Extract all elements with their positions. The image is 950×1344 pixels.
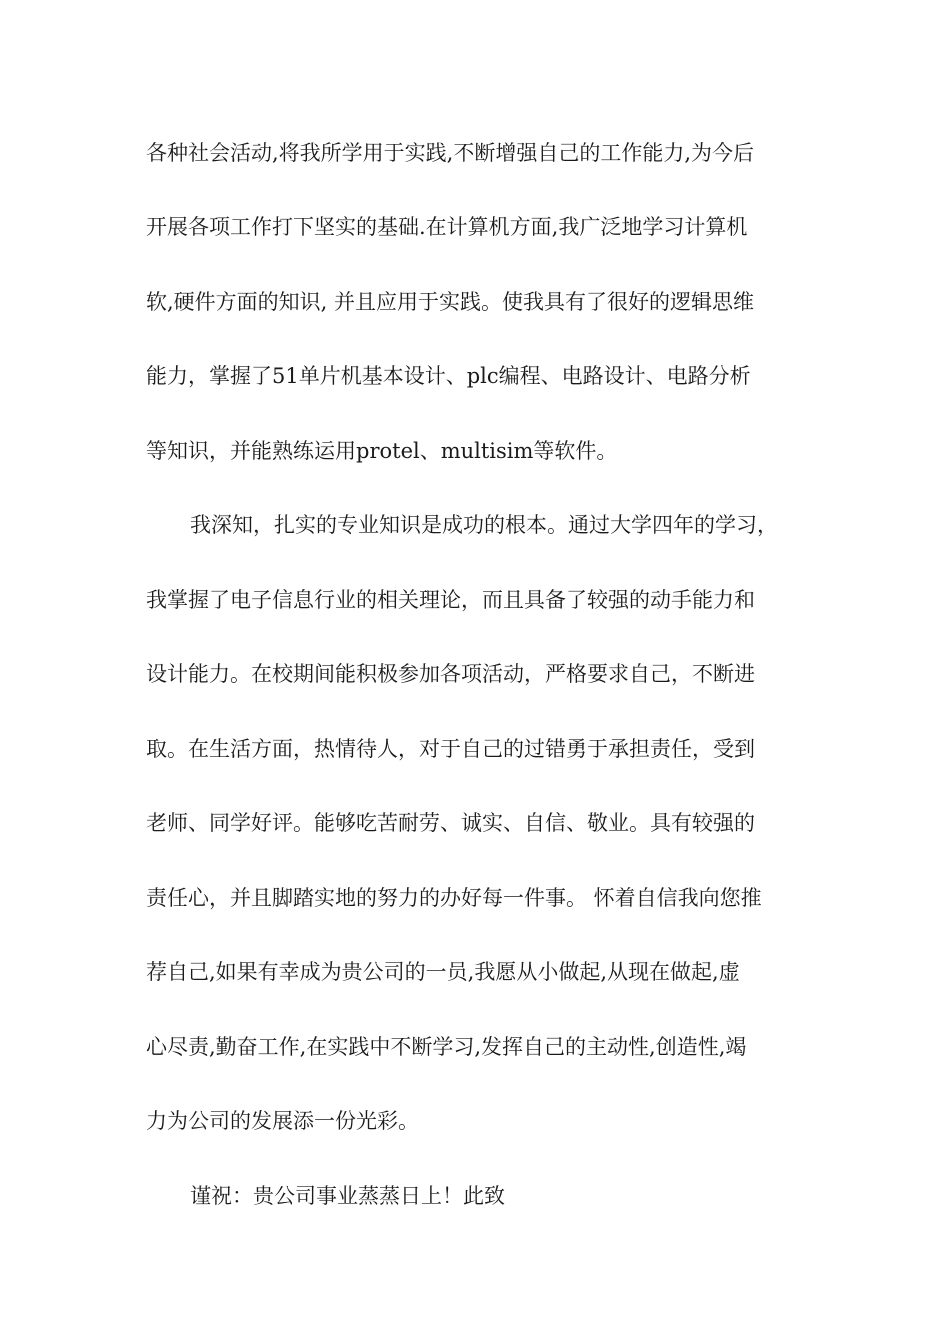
- paragraph-line: 设计能力。在校期间能积极参加各项活动，严格要求自己，不断进: [146, 662, 755, 686]
- paragraph-line: 各种社会活动,将我所学用于实践,不断增强自己的工作能力,为今后: [146, 141, 755, 165]
- paragraph-line: 开展各项工作打下坚实的基础.在计算机方面,我广泛地学习计算机: [146, 215, 748, 239]
- paragraph-line: 老师、同学好评。能够吃苦耐劳、诚实、自信、敬业。具有较强的: [146, 811, 755, 835]
- closing-line: 谨祝：贵公司事业蒸蒸日上！此致: [190, 1184, 505, 1208]
- paragraph-line: 心尽责,勤奋工作,在实践中不断学习,发挥自己的主动性,创造性,竭: [146, 1035, 747, 1059]
- paragraph-line: 力为公司的发展添一份光彩。: [146, 1109, 419, 1133]
- paragraph-line: 责任心，并且脚踏实地的努力的办好每一件事。 怀着自信我向您推: [146, 886, 762, 910]
- paragraph-line: 软,硬件方面的知识, 并且应用于实践。使我具有了很好的逻辑思维: [146, 290, 755, 314]
- paragraph-line: 取。在生活方面，热情待人，对于自己的过错勇于承担责任，受到: [146, 737, 755, 761]
- paragraph-line: 荐自己,如果有幸成为贵公司的一员,我愿从小做起,从现在做起,虚: [146, 960, 740, 984]
- paragraph-line: 等知识，并能熟练运用protel、multisim等软件。: [146, 439, 618, 463]
- paragraph-line: 我掌握了电子信息行业的相关理论，而且具备了较强的动手能力和: [146, 588, 755, 612]
- paragraph-line: 我深知，扎实的专业知识是成功的根本。通过大学四年的学习，: [190, 513, 778, 537]
- paragraph-line: 能力，掌握了51单片机基本设计、plc编程、电路设计、电路分析: [146, 364, 751, 388]
